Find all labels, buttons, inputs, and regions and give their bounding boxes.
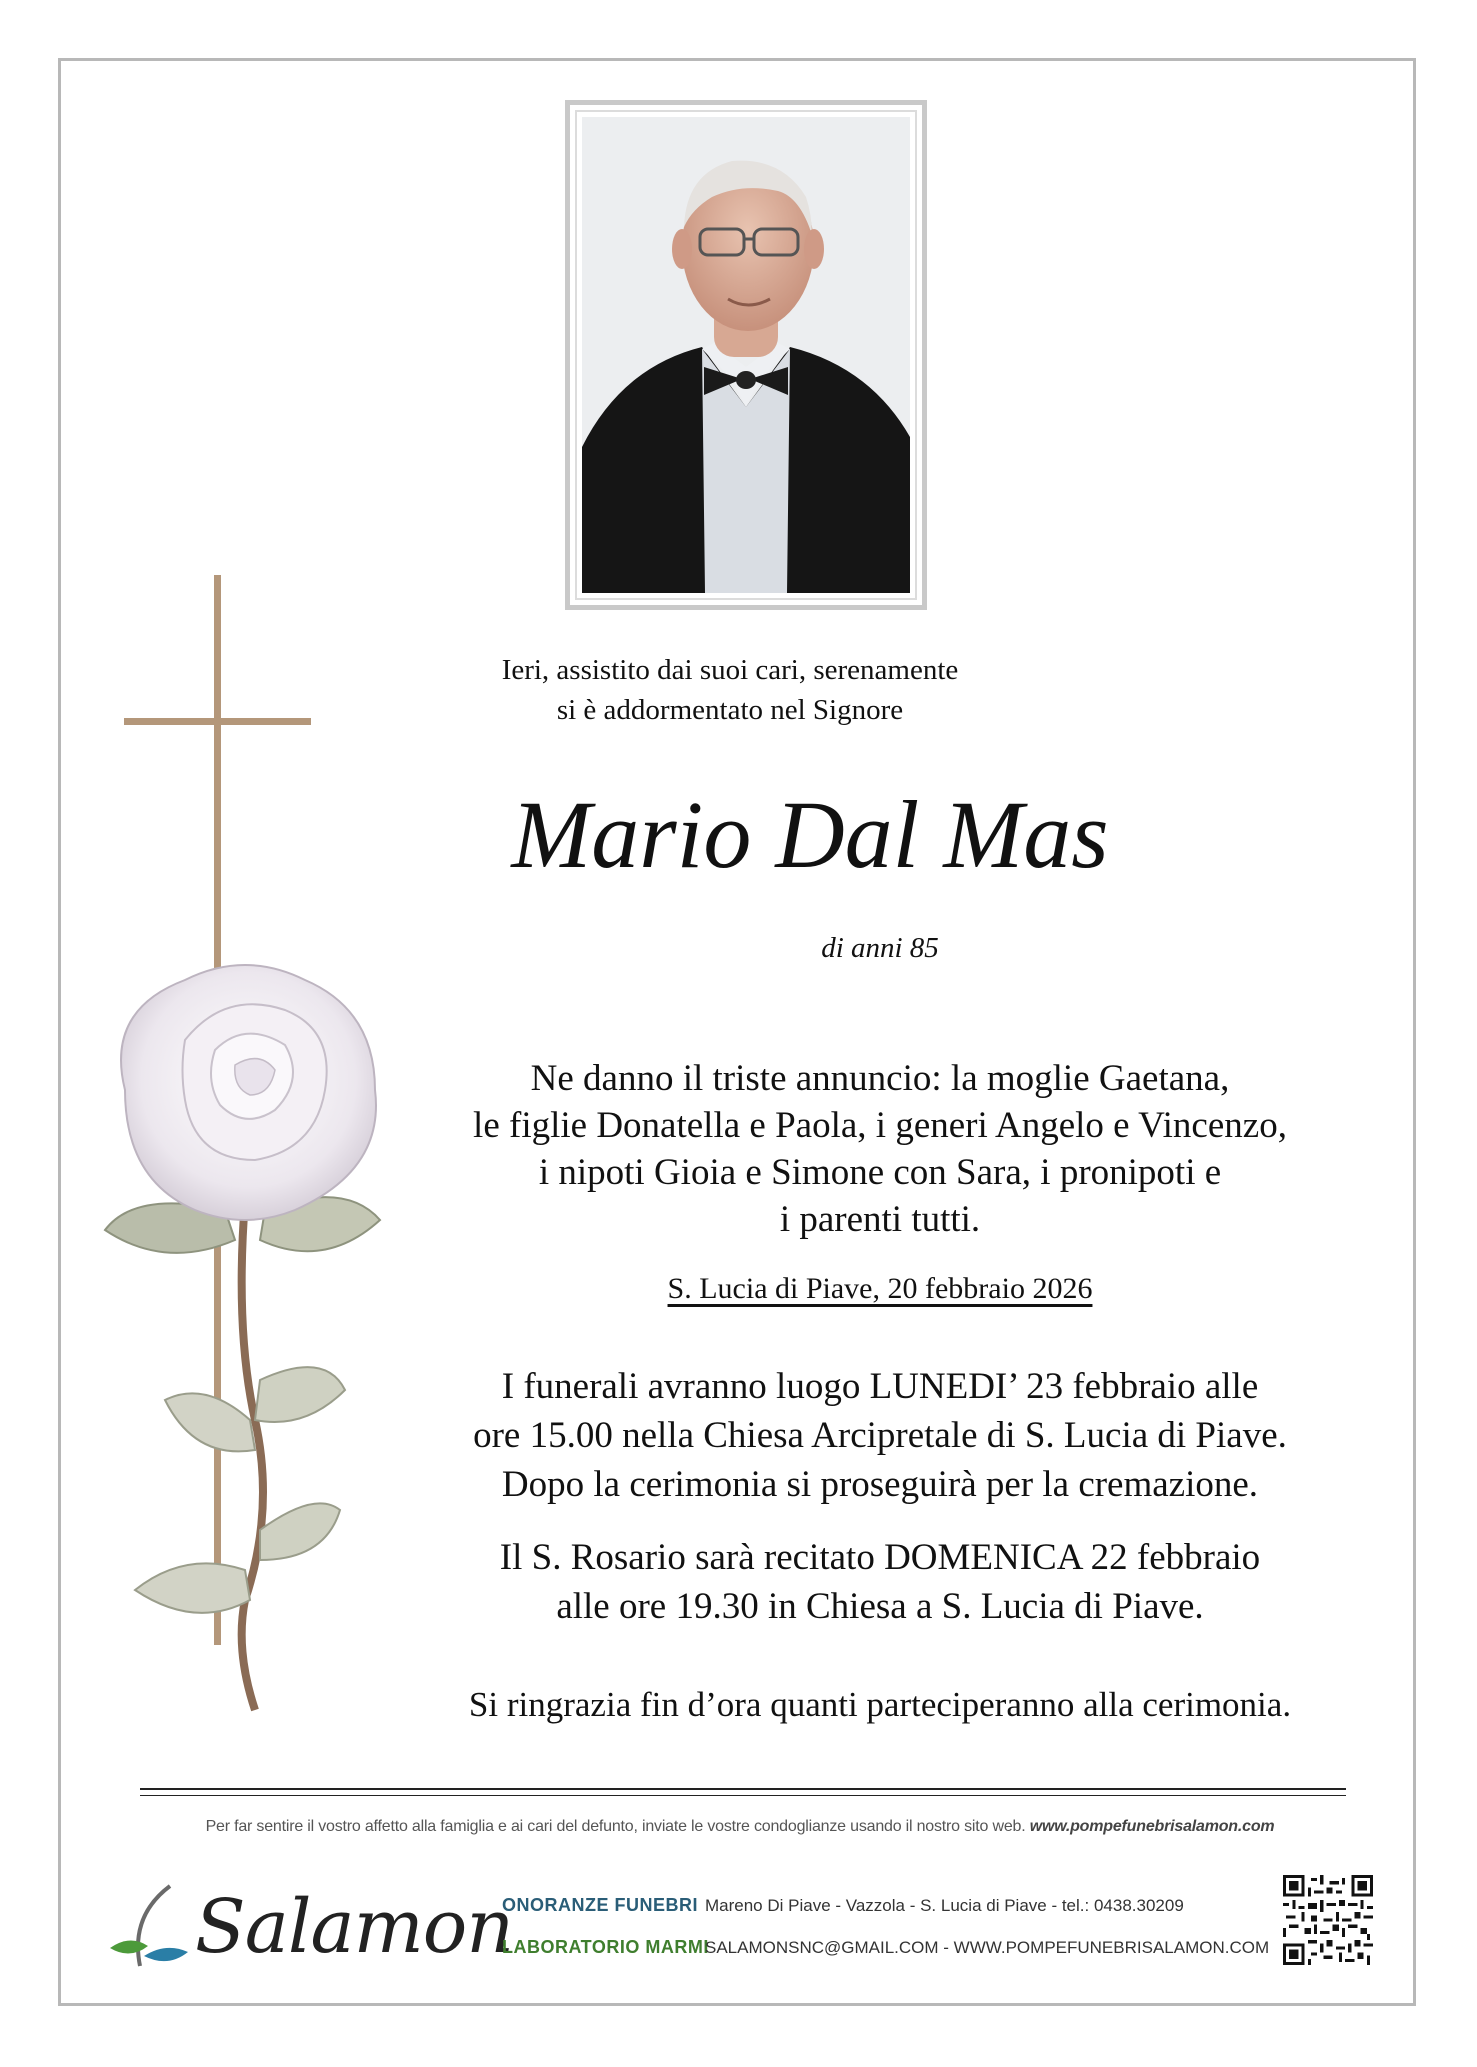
deceased-name: Mario Dal Mas xyxy=(511,781,1109,888)
service-funeral: ONORANZE FUNEBRI xyxy=(502,1895,698,1915)
cross-bar xyxy=(124,718,311,725)
portrait-illustration xyxy=(582,117,910,593)
intro-text: Ieri, assistito dai suoi cari, serenamente si è addormentato nel Signore xyxy=(501,654,959,726)
footer-divider xyxy=(140,1788,1346,1790)
condolence-website-link[interactable]: www.pompefunebrisalamon.com xyxy=(1029,1818,1275,1835)
rosary-info: Il S. Rosario sarà recitato DOMENICA 22 febbraio alle ore 19.30 in Chiesa a S. Lucia di Piave. xyxy=(499,1537,1261,1627)
thanks-text: Si ringrazia fin d’ora quanti parteciperanno alla cerimonia. xyxy=(468,1685,1292,1724)
logo-wordmark: Salamon xyxy=(195,1884,513,1970)
leaf-logo-icon xyxy=(100,1876,200,1986)
deceased-age: di anni 85 xyxy=(821,932,939,964)
qr-code[interactable] xyxy=(1283,1875,1373,1965)
portrait-frame xyxy=(565,100,927,610)
announcement-text: Ne danno il triste annuncio: la moglie Gaetana, le figlie Donatella e Paola, i generi Angelo e Vincenzo, i nipoti Gioia e Simone con Sara, i pronipoti e i parenti tutti. xyxy=(473,1058,1287,1240)
condolence-note xyxy=(100,1818,1380,1836)
funeral-info: I funerali avranno luogo LUNEDI’ 23 febbraio alle ore 15.00 nella Chiesa Arcipretale di S. Lucia di Piave. Dopo la cerimonia si proseguirà per la cremazione. xyxy=(473,1366,1287,1505)
condolence-text: Per far sentire il vostro affetto alla famiglia e ai cari del defunto, inviate le vostre condoglianze usando il nostro sito web. xyxy=(205,1818,1026,1835)
contact-email-web: SALAMONSNC@GMAIL.COM - WWW.POMPEFUNEBRISALAMON.COM xyxy=(705,1938,1270,1957)
portrait-photo xyxy=(582,117,910,593)
place-date: S. Lucia di Piave, 20 febbraio 2026 xyxy=(667,1272,1093,1305)
footer-divider-thin xyxy=(140,1795,1346,1796)
rose-illustration xyxy=(95,950,440,1730)
service-marble: LABORATORIO MARMI xyxy=(502,1937,709,1957)
contact-locations-phone: Mareno Di Piave - Vazzola - S. Lucia di Piave - tel.: 0438.30209 xyxy=(705,1896,1184,1915)
company-logo xyxy=(100,1876,513,1986)
